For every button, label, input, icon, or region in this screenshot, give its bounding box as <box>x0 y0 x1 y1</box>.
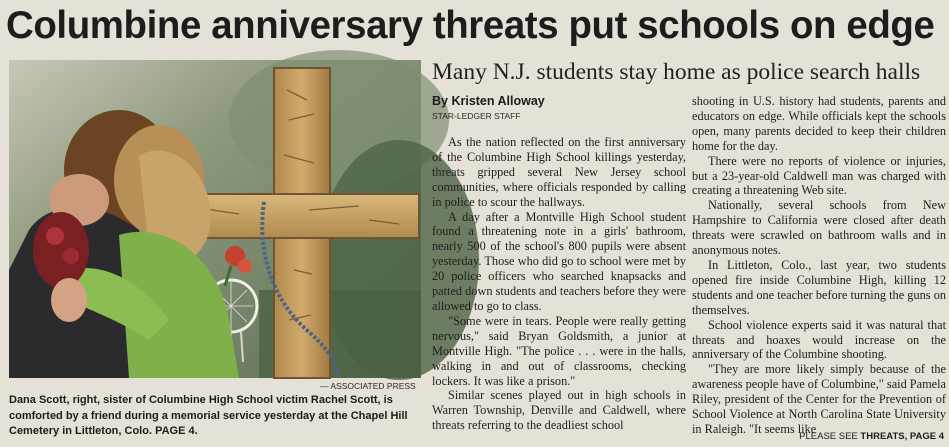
paragraph: A day after a Montville High School student found a threatening note in a girls' bathroom, nearly 500 of the school's 800 pupils were absent yesterday. Those who did go to school were met by 20 police officers who searched knapsacks and patted down students and teachers before they were allowed to go to class. <box>432 209 686 313</box>
paragraph: In Littleton, Colo., last year, two students opened fire inside Columbine High, killing 12 students and one teacher before turning the guns on themselves. <box>692 257 946 317</box>
paragraph: School violence experts said it was natural that threats and hoaxes would increase on the anniversary of the Columbine shooting. <box>692 317 946 362</box>
paragraph: shooting in U.S. history had students, parents and educators on edge. While officials kept the schools open, many parents decided to keep their children home for the day. <box>692 94 946 153</box>
news-photo <box>9 60 421 378</box>
jump-page: PAGE 4 <box>909 431 944 442</box>
jump-prefix: PLEASE SEE <box>799 431 858 442</box>
jump-section: THREATS, <box>860 431 908 442</box>
byline: By Kristen Alloway <box>432 94 545 108</box>
paragraph: Similar scenes played out in high schools in Warren Township, Denville and Caldwell, where threats referring to the deadliest school <box>432 388 686 433</box>
paragraph: "They are more likely simply because of the awareness people have of Columbine," said Pamela Riley, president of the Center for the Prevention of School Violence at North Carolina State University in Raleigh. "It seems like <box>692 362 946 436</box>
paragraph: There were no reports of violence or injuries, but a 23-year-old Caldwell man was charged with creating a threatening Web site. <box>692 153 946 198</box>
article-column-1 <box>432 135 686 443</box>
photo-credit: — ASSOCIATED PRESS <box>320 381 416 391</box>
paragraph: "Some were in tears. People were really getting nervous," said Bryan Goldsmith, a junior at Montville High. "The police . . . were in the halls, walking in and out of classrooms, checking lockers. It was like a prison." <box>432 313 686 388</box>
byline-organization: STAR-LEDGER STAFF <box>432 111 521 121</box>
photo-caption: Dana Scott, right, sister of Columbine High School victim Rachel Scott, is comforted by a friend during a memorial service yesterday at the Chapel Hill Cemetery in Littleton, Colo. PAGE 4. <box>9 394 408 437</box>
deck-headline: Many N.J. students stay home as police search halls <box>432 59 921 85</box>
headline: Columbine anniversary threats put schools on edge <box>6 4 935 47</box>
paragraph: Nationally, several schools from New Hampshire to California were closed after death threats were scrawled on bathroom walls and in anonymous notes. <box>692 198 946 258</box>
jump-line <box>772 430 944 444</box>
article-column-2 <box>692 94 946 436</box>
paragraph: As the nation reflected on the first anniversary of the Columbine High School killings yesterday, threats gripped several New Jersey school communities, where officials responded by calling in police to scour the hallways. <box>432 135 686 209</box>
